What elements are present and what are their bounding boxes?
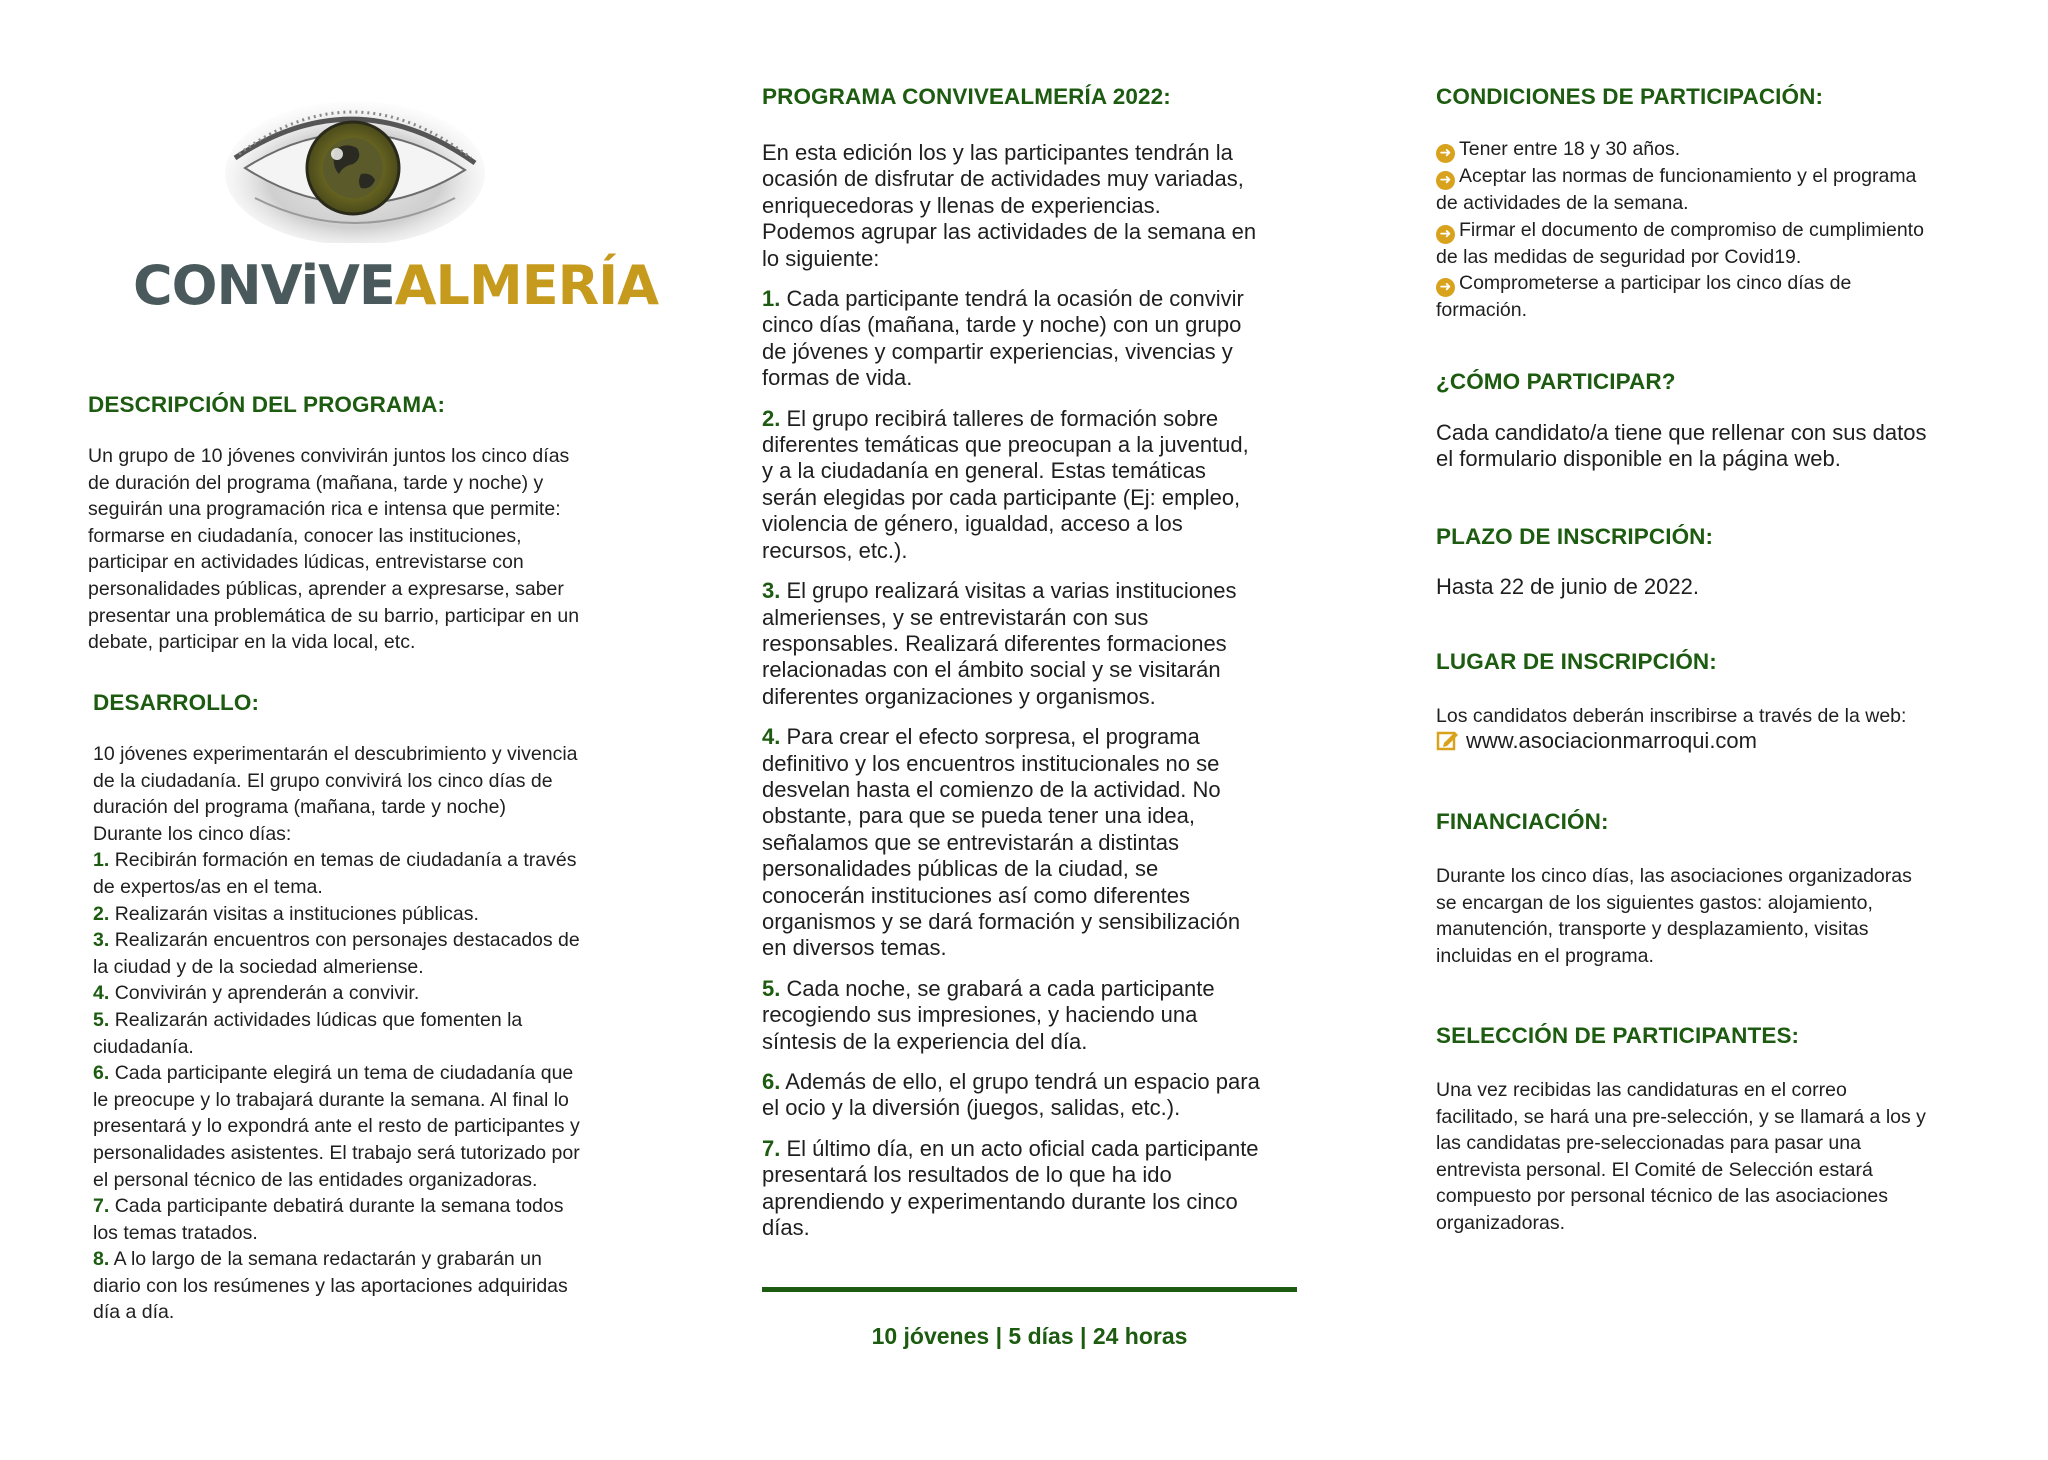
divider [762, 1287, 1297, 1292]
list-item: 2. El grupo recibirá talleres de formación sobre [762, 405, 1219, 431]
list-item: 1. Recibirán formación en temas de ciudadanía a través [93, 849, 577, 872]
eye-icon [225, 88, 485, 243]
descripcion-text: Un grupo de 10 jóvenes convivirán juntos los cinco días de duración del programa (mañana, tarde y noche) y seguirán una programación rica e intensa que permite: formarse en ciudadanía, conocer las instituciones, participar en actividades lúdicas, entrevistarse con personalidades públicas, aprender a expresarse, saber presentar una problemática de su barrio, participar en un debate, participar en la vida local, etc. [88, 445, 580, 654]
list-item: 6. Cada participante elegirá un tema de ciudadanía que [93, 1062, 574, 1085]
list-item: 7. El último día, en un acto oficial cada participante [762, 1135, 1259, 1161]
list-item: ➜ Tener entre 18 y 30 años. [1436, 136, 1980, 163]
website-link[interactable]: www.asociacionmarroqui.com [1466, 728, 1757, 753]
list-item: 8. A lo largo de la semana redactarán y grabarán un [93, 1248, 542, 1271]
list-item: 3. Realizarán encuentros con personajes destacados de [93, 929, 580, 952]
financiacion-text: Durante los cinco días, las asociaciones organizadoras se encargan de los siguientes gastos: alojamiento, manutención, transporte y desplazamiento, visitas incluidas en el programa. [1436, 865, 1912, 967]
descripcion-title: DESCRIPCIÓN DEL PROGRAMA: [88, 392, 446, 417]
desarrollo-title: DESARROLLO: [93, 690, 260, 715]
arrow-right-icon: ➜ [1436, 278, 1455, 297]
list-item: 5. Realizarán actividades lúdicas que fomenten la [93, 1008, 523, 1031]
desarrollo-text: 10 jóvenes experimentarán el descubrimiento y vivencia de la ciudadanía. El grupo convivirá los cinco días de duración del programa (mañana, tarde y noche) Durante los cinco días: 1. Recibirán formación en temas de ciudadanía a través de expertos/as en el tema. 2. Realizarán visitas a instituciones públicas. 3. Realizarán encuentros con personajes destacados de la ciudad y de la sociedad almeriense. 4. Convivirán y aprenderán a convivir. 5. Realizarán actividades lúdicas que fomenten la ciudadanía. 6. Cada participante elegirá un tema de ciudadanía que le preocupe y lo trabajará durante la semana. Al final lo presentará y lo expondrá ante el resto de participantes y personalidades asistentes. El trabajo será tutorizado por el personal técnico de las entidades organizadoras. 7. Cada participante debatirá durante la semana todos los temas tratados. 8. A lo largo de la semana redactarán y grabarán un diario con los resúmenes y las aportaciones adquiridas día a día. [93, 741, 636, 1326]
arrow-right-icon: ➜ [1436, 225, 1455, 244]
list-item: 4. Convivirán y aprenderán a convivir. [93, 982, 420, 1005]
lugar-title: LUGAR DE INSCRIPCIÓN: [1436, 649, 1717, 674]
lugar-url-row [1436, 727, 1757, 755]
como-title: ¿CÓMO PARTICIPAR? [1436, 369, 1676, 394]
plazo-title: PLAZO DE INSCRIPCIÓN: [1436, 524, 1714, 549]
logo [125, 80, 659, 325]
list-item: 6. Además de ello, el grupo tendrá un espacio para [762, 1069, 1260, 1094]
list-item: ➜ Aceptar las normas de funcionamiento y el programa [1436, 163, 1980, 190]
seleccion-title: SELECCIÓN DE PARTICIPANTES: [1436, 1023, 1800, 1048]
logo-text [133, 254, 658, 317]
como-text: Cada candidato/a tiene que rellenar con sus datos el formulario disponible en la página web. [1436, 420, 1927, 472]
programa-title: PROGRAMA CONVIVEALMERÍA 2022: [762, 84, 1171, 109]
condiciones-title: CONDICIONES DE PARTICIPACIÓN: [1436, 84, 1824, 109]
lugar-text: Los candidatos deberán inscribirse a través de la web: [1436, 705, 1907, 727]
list-item: 3. El grupo realizará visitas a varias instituciones [762, 578, 1237, 604]
financiacion-title: FINANCIACIÓN: [1436, 809, 1609, 834]
list-item: ➜ Comprometerse a participar los cinco días de [1436, 270, 1980, 297]
arrow-right-icon: ➜ [1436, 144, 1455, 163]
edit-icon [1436, 728, 1460, 752]
logo-text-part2: ALMERÍA [394, 254, 659, 317]
list-item: 1. Cada participante tendrá la ocasión de convivir [762, 286, 1244, 312]
arrow-right-icon: ➜ [1436, 171, 1455, 190]
seleccion-text: Una vez recibidas las candidaturas en el correo facilitado, se hará una pre-selección, y se llamará a los y las candidatas pre-seleccionadas para pasar una entrevista personal. El Comité de Selección estará compuesto por personal técnico de las asociaciones organizadoras. [1436, 1079, 1926, 1234]
logo-text-part1: CONViVE [133, 254, 395, 317]
programa-text: En esta edición los y las participantes tendrán la ocasión de disfrutar de actividades muy variadas, enriquecedoras y llenas de experiencias. Podemos agrupar las actividades de la semana en lo siguiente: 1. Cada participante tendrá la ocasión de convivir cinco días (mañana, tarde y noche) con un grupo de jóvenes y compartir experiencias, vivencias y formas de vida. 2. El grupo recibirá talleres de formación sobre diferentes temáticas que preocupan a la juventud, y a la ciudadanía en general. Estas temáticas serán elegidas por cada participante (Ej: empleo, violencia de género, igualdad, acceso a los recursos, etc.). 3. El grupo realizará visitas a varias instituciones almerienses, y se entrevistarán con sus responsables. Realizará diferentes formaciones relacionadas con el ámbito social y se visitarán diferentes organizaciones y organismos. 4. Para crear el efecto sorpresa, el programa definitivo y los encuentros institucionales no se desvelan hasta el comienzo de la actividad. No obstante, para que se pueda tener una idea, señalamos que se entrevistarán a distintas personalidades públicas de la ciudad, se conocerán instituciones así como diferentes organismos y se dará formación y sensibilización en diversos temas. 5. Cada noche, se grabará a cada participante recogiendo sus impresiones, y haciendo una síntesis de la experiencia del día. 6. Además de ello, el grupo tendrá un espacio para el ocio y la diversión (juegos, salidas, etc.). 7. El último día, en un acto oficial cada participante presentará los resultados de lo que ha ido aprendiendo y experimentando durante los cinco días. [762, 140, 1297, 1241]
plazo-text: Hasta 22 de junio de 2022. [1436, 574, 1699, 599]
condiciones-list: ➜ Tener entre 18 y 30 años. ➜ Aceptar las normas de funcionamiento y el programa de actividades de la semana. ➜ Firmar el documento de compromiso de cumplimiento de las medidas de seguridad por Covid19. ➜ Comprometerse a participar los cinco días de formación. [1436, 136, 1980, 324]
list-item: 4. Para crear el efecto sorpresa, el programa [762, 724, 1200, 750]
list-item: 7. Cada participante debatirá durante la semana todos [93, 1195, 564, 1218]
list-item: 5. Cada noche, se grabará a cada participante [762, 975, 1215, 1001]
list-item: ➜ Firmar el documento de compromiso de cumplimiento [1436, 217, 1980, 244]
list-item: 2. Realizarán visitas a instituciones públicas. [93, 902, 479, 925]
tagline: 10 jóvenes | 5 días | 24 horas [871, 1323, 1188, 1349]
